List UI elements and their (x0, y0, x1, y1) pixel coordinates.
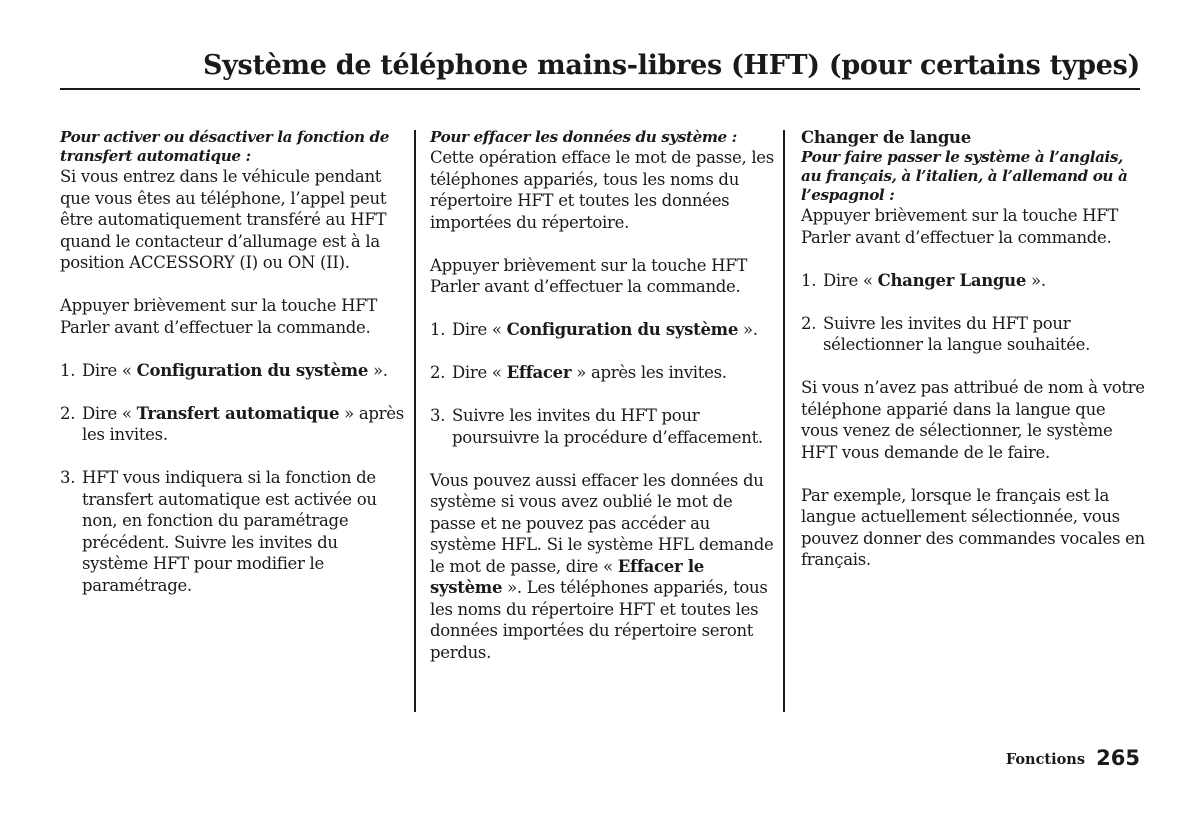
step-item (430, 319, 778, 341)
voice-command: Changer Langue (877, 270, 1027, 290)
press-instruction: Appuyer brièvement sur la touche HFT Parler avant d’effectuer la commande. (430, 255, 748, 296)
press-instruction: Appuyer brièvement sur la touche HFT Parler avant d’effectuer la commande. (801, 206, 1119, 247)
section-subheading: Pour activer ou désactiver la fonction de transfert automatique : (60, 128, 390, 165)
title-rule (60, 88, 1140, 90)
column-divider (783, 130, 785, 712)
step-text: Dire « (82, 403, 137, 423)
step-text: ». (1026, 270, 1046, 290)
section-subheading: Pour effacer les données du système : (430, 128, 737, 146)
note-text: Vous pouvez aussi effacer les données du système si vous avez oublié le mot de passe et ne pouvez pas accéder au système HFL. Si le système HFL demande le mot de passe, dire « (430, 470, 774, 576)
step-number: 1. (430, 320, 446, 339)
intro-paragraph: Cette opération efface le mot de passe, les téléphones appariés, tous les noms du répertoire HFT et toutes les données importées du répertoire. (430, 148, 774, 232)
step-text: Dire « (82, 360, 137, 380)
column-change-language (801, 128, 1146, 571)
voice-command: Effacer le système (430, 556, 704, 597)
step-item (60, 360, 405, 382)
step-item (60, 403, 405, 446)
press-instruction: Appuyer brièvement sur la touche HFT Parler avant d’effectuer la commande. (60, 296, 378, 337)
step-text: HFT vous indiquera si la fonction de transfert automatique est activée ou non, en fonction du paramétrage précédent. Suivre les invites du système HFT pour modifier le paramétrage. (82, 468, 377, 595)
step-text: » après les invites. (571, 363, 727, 382)
step-number: 2. (801, 313, 817, 333)
note-paragraph (430, 470, 778, 664)
step-text: ». (738, 320, 758, 339)
section-heading: Changer de langue (801, 128, 971, 147)
step-item (801, 313, 1146, 356)
step-number: 1. (60, 360, 76, 380)
voice-command: Transfert automatique (136, 403, 340, 423)
step-text: Suivre les invites du HFT pour sélectionner la langue souhaitée. (823, 313, 1091, 354)
column-auto-transfer (60, 128, 405, 596)
voice-command: Configuration du système (506, 320, 739, 339)
step-item (430, 362, 778, 384)
example-paragraph: Par exemple, lorsque le français est la langue actuellement sélectionnée, vous pouvez donner des commandes vocales en français. (801, 485, 1145, 569)
step-number: 2. (430, 363, 446, 382)
voice-command: Configuration du système (136, 360, 369, 380)
step-text: ». (368, 360, 388, 380)
step-text: Dire « (823, 270, 878, 290)
column-divider (414, 130, 416, 712)
step-item (801, 270, 1146, 292)
note-text: ». Les téléphones appariés, tous les noms du répertoire HFT et toutes les données importées du répertoire seront perdus. (430, 578, 768, 662)
section-subheading: Pour faire passer le système à l’anglais, au français, à l’italien, à l’allemand ou à l’espagnol : (801, 148, 1128, 204)
step-item (430, 405, 778, 448)
intro-paragraph: Si vous entrez dans le véhicule pendant que vous êtes au téléphone, l’appel peut être automatiquement transféré au HFT quand le contacteur d’allumage est à la position ACCESSORY (I) ou ON (II). (60, 167, 387, 272)
page-title: Système de téléphone mains-libres (HFT) (pour certains types) (202, 50, 1140, 81)
voice-command: Effacer (506, 363, 572, 382)
step-number: 3. (430, 406, 446, 425)
step-number: 3. (60, 468, 76, 487)
info-paragraph: Si vous n’avez pas attribué de nom à votre téléphone apparié dans la langue que vous venez de sélectionner, le système HFT vous demande de le faire. (801, 378, 1145, 462)
step-text: Suivre les invites du HFT pour poursuivre la procédure d’effacement. (452, 406, 763, 447)
step-text: Dire « (452, 363, 507, 382)
page-number: 265 (1096, 746, 1140, 770)
step-number: 1. (801, 270, 817, 290)
column-erase-data (430, 128, 778, 663)
step-item (60, 467, 405, 596)
step-text: » après les invites. (82, 403, 404, 444)
step-text: Dire « (452, 320, 507, 339)
step-number: 2. (60, 403, 76, 423)
footer-section-label: Fonctions (1005, 751, 1085, 768)
